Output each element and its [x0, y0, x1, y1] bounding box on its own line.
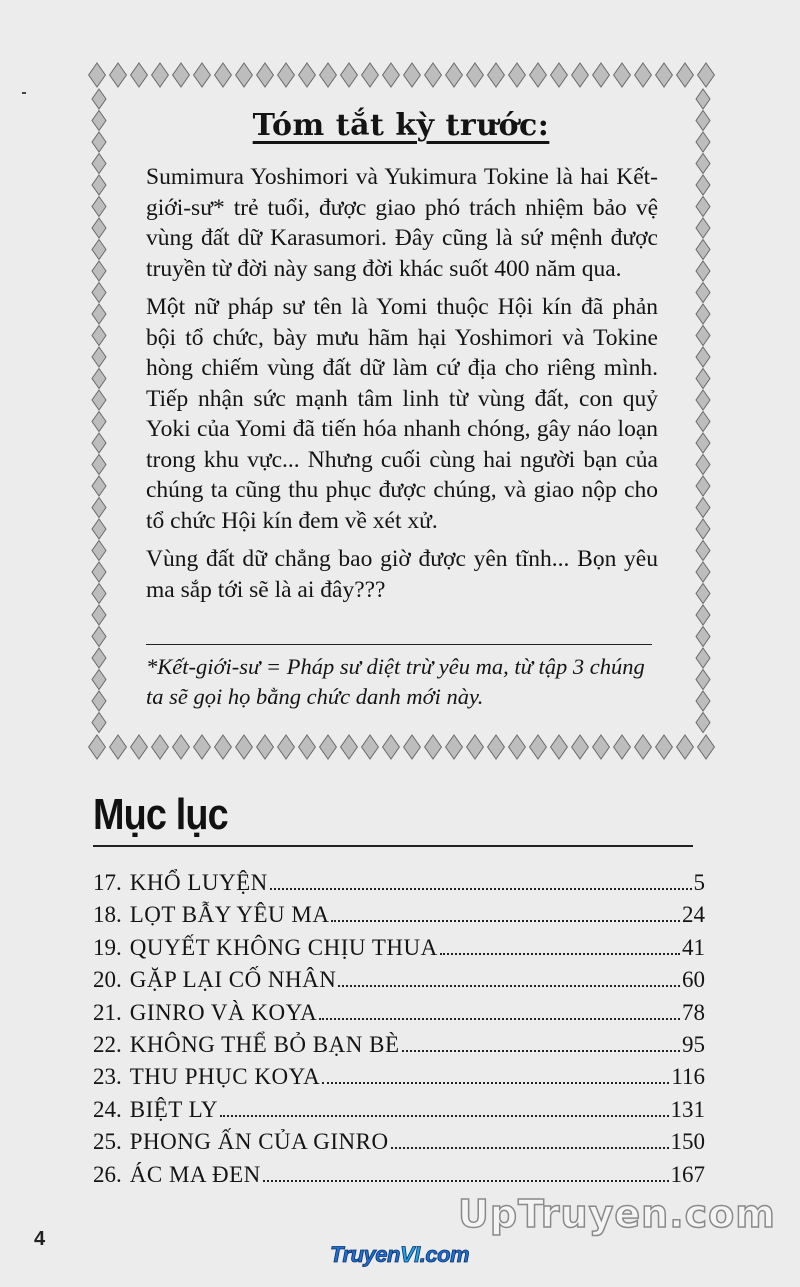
border-diamond — [278, 735, 295, 759]
border-diamond — [92, 390, 106, 410]
border-diamond — [696, 648, 710, 668]
border-diamond — [215, 735, 232, 759]
toc-item — [93, 1097, 705, 1129]
border-diamond — [92, 713, 106, 733]
border-diamond — [404, 735, 421, 759]
border-diamond-strip — [86, 88, 112, 734]
border-diamond — [194, 63, 211, 87]
border-diamond — [696, 326, 710, 346]
border-diamond — [131, 63, 148, 87]
toc-item-page: 5 — [693, 870, 705, 895]
toc-item — [93, 870, 705, 902]
border-diamond — [92, 605, 106, 625]
toc-item-number: 17. — [93, 870, 122, 895]
border-diamond — [92, 175, 106, 195]
border-diamond — [635, 735, 652, 759]
border-diamond — [92, 519, 106, 539]
border-diamond — [299, 63, 316, 87]
border-diamond-strip — [690, 88, 716, 734]
border-diamond — [92, 648, 106, 668]
toc-item-title: GẶP LẠI CỐ NHÂN — [129, 967, 337, 993]
border-diamond — [92, 562, 106, 582]
border-diamond — [92, 691, 106, 711]
toc-leader-dots — [391, 1147, 669, 1149]
border-diamond — [572, 63, 589, 87]
footnote-divider — [146, 644, 652, 645]
border-diamond — [215, 63, 232, 87]
toc-item-title: QUYẾT KHÔNG CHỊU THUA — [129, 934, 438, 960]
toc-item-title: KHÔNG THỂ BỎ BẠN BÈ — [129, 1031, 400, 1057]
border-diamond — [152, 63, 169, 87]
toc-heading: Mục lục — [93, 790, 228, 839]
toc-leader-dots — [331, 920, 680, 922]
border-diamond — [194, 735, 211, 759]
border-diamond — [92, 89, 106, 109]
border-diamond — [696, 154, 710, 174]
border-diamond — [696, 519, 710, 539]
border-diamond — [362, 735, 379, 759]
border-diamond — [257, 63, 274, 87]
toc-item-number: 23. — [93, 1064, 122, 1090]
border-diamond — [696, 670, 710, 690]
border-diamond-strip — [86, 62, 716, 88]
border-diamond — [696, 89, 710, 109]
toc-item — [93, 1000, 705, 1032]
border-diamond — [383, 735, 400, 759]
border-diamond — [696, 455, 710, 475]
border-diamond — [89, 63, 106, 87]
border-diamond — [467, 735, 484, 759]
toc-item-number: 19. — [93, 934, 122, 960]
truyenvi-watermark-part2: VI — [399, 1242, 420, 1267]
border-diamond — [236, 735, 253, 759]
border-diamond — [92, 541, 106, 561]
toc-item-page: 78 — [682, 999, 705, 1025]
toc-item-number: 21. — [93, 999, 122, 1025]
toc-item-number: 22. — [93, 1031, 122, 1057]
border-diamond — [677, 63, 694, 87]
toc-leader-dots — [263, 1180, 669, 1182]
border-diamond — [696, 605, 710, 625]
toc-leader-dots — [440, 953, 680, 955]
border-diamond — [696, 691, 710, 711]
border-diamond — [425, 63, 442, 87]
summary-paragraph-2: Một nữ pháp sư tên là Yomi thuộc Hội kín đã phản bội tổ chức, bày mưu hãm hại Yoshimori và Tokine hòng chiếm vùng đất dữ làm cứ địa cho riêng mình. Tiếp nhận sức mạnh tâm linh từ vùng đất, con quỷ Yoki của Yomi đã tiến hóa nhanh chóng, gây náo loạn trong khu vực... Nhưng cuối cùng hai người bạn của chúng ta cũng thu phục được chúng, và giao nộp cho tổ chức Hội kín đem về xét xử. — [146, 294, 658, 534]
border-diamond — [698, 63, 715, 87]
border-diamond — [530, 735, 547, 759]
border-diamond — [425, 735, 442, 759]
border-diamond — [696, 175, 710, 195]
border-diamond — [92, 197, 106, 217]
border-diamond — [467, 63, 484, 87]
border-diamond — [698, 735, 715, 759]
toc-item-page: 60 — [682, 967, 705, 993]
border-diamond — [696, 498, 710, 518]
border-diamond — [696, 584, 710, 604]
border-diamond — [92, 347, 106, 367]
border-diamond — [696, 627, 710, 647]
border-diamond — [89, 735, 106, 759]
print-speck — [22, 92, 26, 94]
toc-item-page: 116 — [671, 1064, 705, 1090]
toc-leader-dots — [220, 1115, 668, 1117]
border-diamond — [278, 63, 295, 87]
border-diamond — [173, 735, 190, 759]
border-diamond — [696, 476, 710, 496]
border-diamond — [299, 735, 316, 759]
toc-item-title: BIỆT LY — [129, 1096, 219, 1122]
border-diamond — [92, 154, 106, 174]
toc-item-title: ÁC MA ĐEN — [129, 1161, 261, 1187]
toc-item-number: 18. — [93, 902, 122, 928]
border-diamond — [696, 197, 710, 217]
toc-item-page: 24 — [682, 902, 705, 928]
border-diamond — [509, 735, 526, 759]
border-diamond — [696, 412, 710, 432]
toc-item — [93, 1162, 705, 1194]
toc-item-page: 41 — [682, 934, 705, 960]
toc-item-number: 20. — [93, 967, 122, 993]
border-diamond — [236, 63, 253, 87]
summary-text — [146, 162, 658, 613]
border-diamond — [696, 261, 710, 281]
border-diamond — [614, 63, 631, 87]
toc-leader-dots — [270, 888, 692, 890]
border-diamond — [677, 735, 694, 759]
border-diamond — [92, 433, 106, 453]
border-diamond — [92, 369, 106, 389]
toc-item — [93, 1032, 705, 1064]
footnote: *Kết-giới-sư = Pháp sư diệt trừ yêu ma, từ tập 3 chúng ta sẽ gọi họ bằng chức danh mới này. — [146, 654, 645, 709]
border-diamond — [696, 218, 710, 238]
toc-item — [93, 935, 705, 967]
border-diamond — [593, 63, 610, 87]
toc-item — [93, 902, 705, 934]
border-diamond — [110, 735, 127, 759]
border-diamond — [92, 218, 106, 238]
border-diamond — [320, 735, 337, 759]
toc-item — [93, 1064, 705, 1096]
toc-item-number: 25. — [93, 1129, 122, 1155]
border-diamond — [656, 735, 673, 759]
summary-title: Tóm tắt kỳ trước: — [252, 108, 550, 143]
border-diamond — [404, 63, 421, 87]
toc-item-number: 26. — [93, 1161, 122, 1187]
border-diamond — [92, 455, 106, 475]
border-diamond — [320, 63, 337, 87]
border-diamond — [92, 670, 106, 690]
summary-title-wrap — [86, 108, 716, 143]
toc-list — [93, 870, 705, 1194]
border-diamond — [152, 735, 169, 759]
border-diamond — [110, 63, 127, 87]
border-bottom — [86, 734, 716, 760]
border-diamond — [530, 63, 547, 87]
uptruyen-watermark: UpTruyen.com — [458, 1192, 776, 1236]
border-diamond — [341, 63, 358, 87]
border-right — [690, 88, 716, 734]
border-diamond — [696, 541, 710, 561]
border-diamond — [488, 63, 505, 87]
border-diamond — [696, 433, 710, 453]
toc-item-page: 131 — [670, 1096, 705, 1122]
border-diamond — [696, 390, 710, 410]
truyenvi-watermark-part1: Truyen — [330, 1242, 400, 1267]
border-diamond — [572, 735, 589, 759]
page-number: 4 — [34, 1228, 46, 1250]
border-diamond — [131, 735, 148, 759]
summary-paragraph-3: Vùng đất dữ chẳng bao giờ được yên tĩnh... Bọn yêu ma sắp tới sẽ là ai đây??? — [146, 546, 658, 603]
border-diamond — [92, 498, 106, 518]
border-diamond — [446, 735, 463, 759]
border-diamond — [635, 63, 652, 87]
border-diamond — [92, 412, 106, 432]
toc-item — [93, 967, 705, 999]
toc-item-title: PHONG ẤN CỦA GINRO — [129, 1129, 389, 1155]
border-diamond — [362, 63, 379, 87]
border-diamond — [92, 240, 106, 260]
toc-item-title: THU PHỤC KOYA — [129, 1064, 321, 1090]
toc-item-number: 24. — [93, 1096, 122, 1122]
border-diamond — [92, 476, 106, 496]
border-diamond — [383, 63, 400, 87]
border-diamond — [696, 304, 710, 324]
border-diamond — [696, 283, 710, 303]
border-diamond — [696, 562, 710, 582]
border-diamond — [92, 326, 106, 346]
toc-item-page: 95 — [682, 1031, 705, 1057]
toc-item-page: 167 — [670, 1161, 705, 1187]
toc-leader-dots — [319, 1018, 680, 1020]
border-diamond — [656, 63, 673, 87]
border-diamond — [446, 63, 463, 87]
border-diamond — [509, 63, 526, 87]
border-left — [86, 88, 112, 734]
border-diamond — [551, 63, 568, 87]
border-diamond — [92, 283, 106, 303]
border-diamond — [614, 735, 631, 759]
toc-item-title: LỌT BẪY YÊU MA — [129, 902, 330, 928]
border-diamond — [696, 713, 710, 733]
toc-item-page: 150 — [670, 1129, 705, 1155]
border-diamond — [696, 347, 710, 367]
border-diamond — [92, 261, 106, 281]
border-diamond — [92, 627, 106, 647]
toc-leader-dots — [402, 1050, 681, 1052]
toc-divider — [93, 845, 693, 847]
truyenvi-watermark-part3: .com — [419, 1242, 470, 1267]
border-diamond — [257, 735, 274, 759]
border-top — [86, 62, 716, 88]
toc-leader-dots — [338, 985, 680, 987]
toc-item-title: GINRO VÀ KOYA — [129, 999, 318, 1025]
border-diamond — [341, 735, 358, 759]
border-diamond-strip — [86, 734, 716, 760]
border-diamond — [696, 369, 710, 389]
toc-leader-dots — [322, 1082, 669, 1084]
summary-paragraph-1: Sumimura Yoshimori và Yukimura Tokine là hai Kết-giới-sư* trẻ tuổi, được giao phó trách nhiệm bảo vệ vùng đất dữ Karasumori. Đây cũng là sứ mệnh được truyền từ đời này sang đời khác suốt 400 năm qua. — [146, 164, 658, 282]
border-diamond — [551, 735, 568, 759]
border-diamond — [593, 735, 610, 759]
border-diamond — [92, 584, 106, 604]
border-diamond — [173, 63, 190, 87]
border-diamond — [696, 240, 710, 260]
border-diamond — [488, 735, 505, 759]
border-diamond — [92, 304, 106, 324]
toc-item — [93, 1129, 705, 1161]
truyenvi-watermark — [330, 1242, 469, 1268]
toc-item-title: KHỔ LUYỆN — [129, 870, 268, 895]
